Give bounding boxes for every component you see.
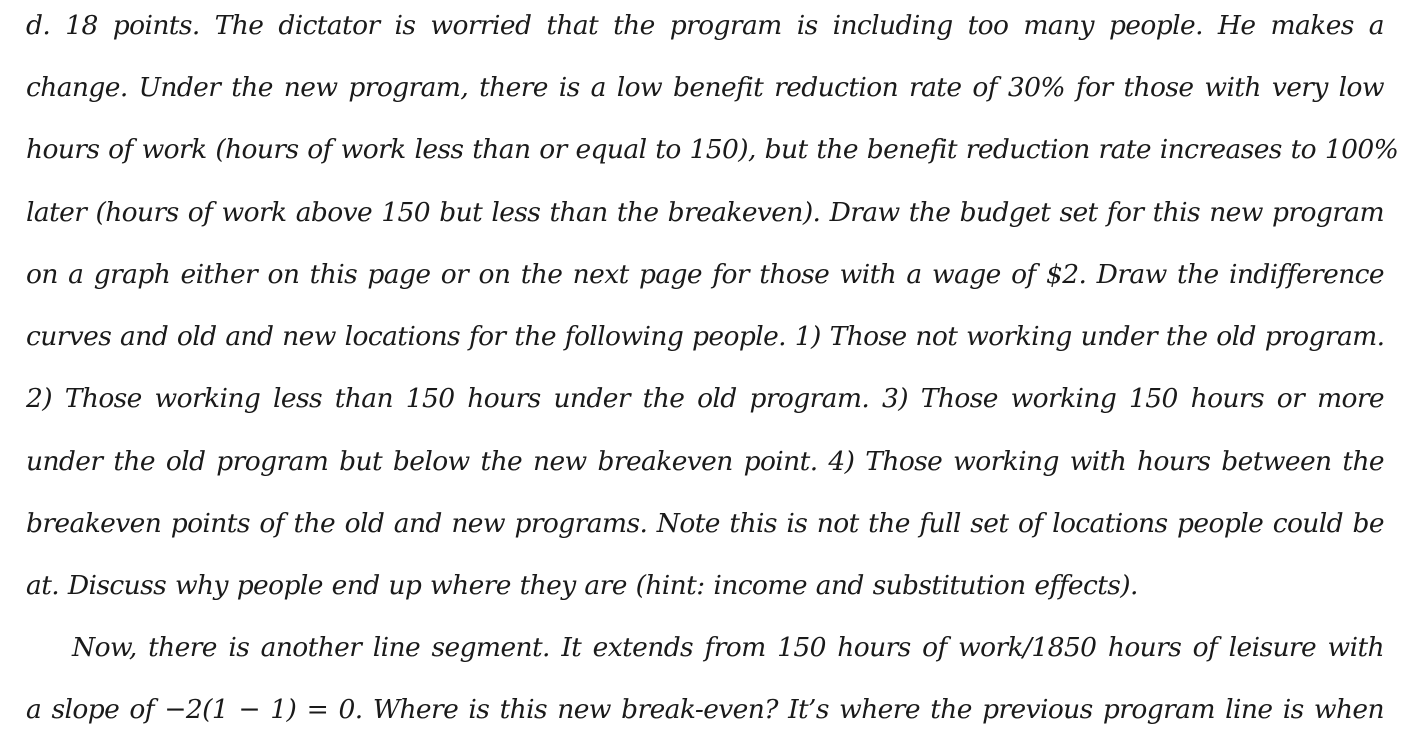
text-line: d. 18 points. The dictator is worried that the program is including too many people. He makes a bbox=[26, 10, 1384, 41]
text-line: later (hours of work above 150 but less than the breakeven). Draw the budget set for this new program bbox=[26, 197, 1384, 228]
text-line: hours of work (hours of work less than or equal to 150), but the benefit reduction rate increases to 100% bbox=[26, 134, 1399, 165]
text-line: Now, there is another line segment. It extends from 150 hours of work/1850 hours of leisure with bbox=[72, 632, 1384, 663]
text-line: change. Under the new program, there is a low benefit reduction rate of 30% for those with very low bbox=[26, 72, 1384, 103]
text-line: 2) Those working less than 150 hours under the old program. 3) Those working 150 hours or more bbox=[26, 383, 1384, 414]
text-line: a slope of −2(1 − 1) = 0. Where is this new break-even? It’s where the previous program line is when bbox=[26, 694, 1384, 725]
text-line: at. Discuss why people end up where they are (hint: income and substitution effects). bbox=[26, 570, 1138, 601]
text-line: under the old program but below the new breakeven point. 4) Those working with hours between the bbox=[26, 446, 1384, 477]
text-line: curves and old and new locations for the following people. 1) Those not working under the old program. bbox=[26, 321, 1385, 352]
text-line: breakeven points of the old and new programs. Note this is not the full set of locations people could be bbox=[26, 508, 1384, 539]
text-line: on a graph either on this page or on the next page for those with a wage of $2. Draw the indifference bbox=[26, 259, 1384, 290]
